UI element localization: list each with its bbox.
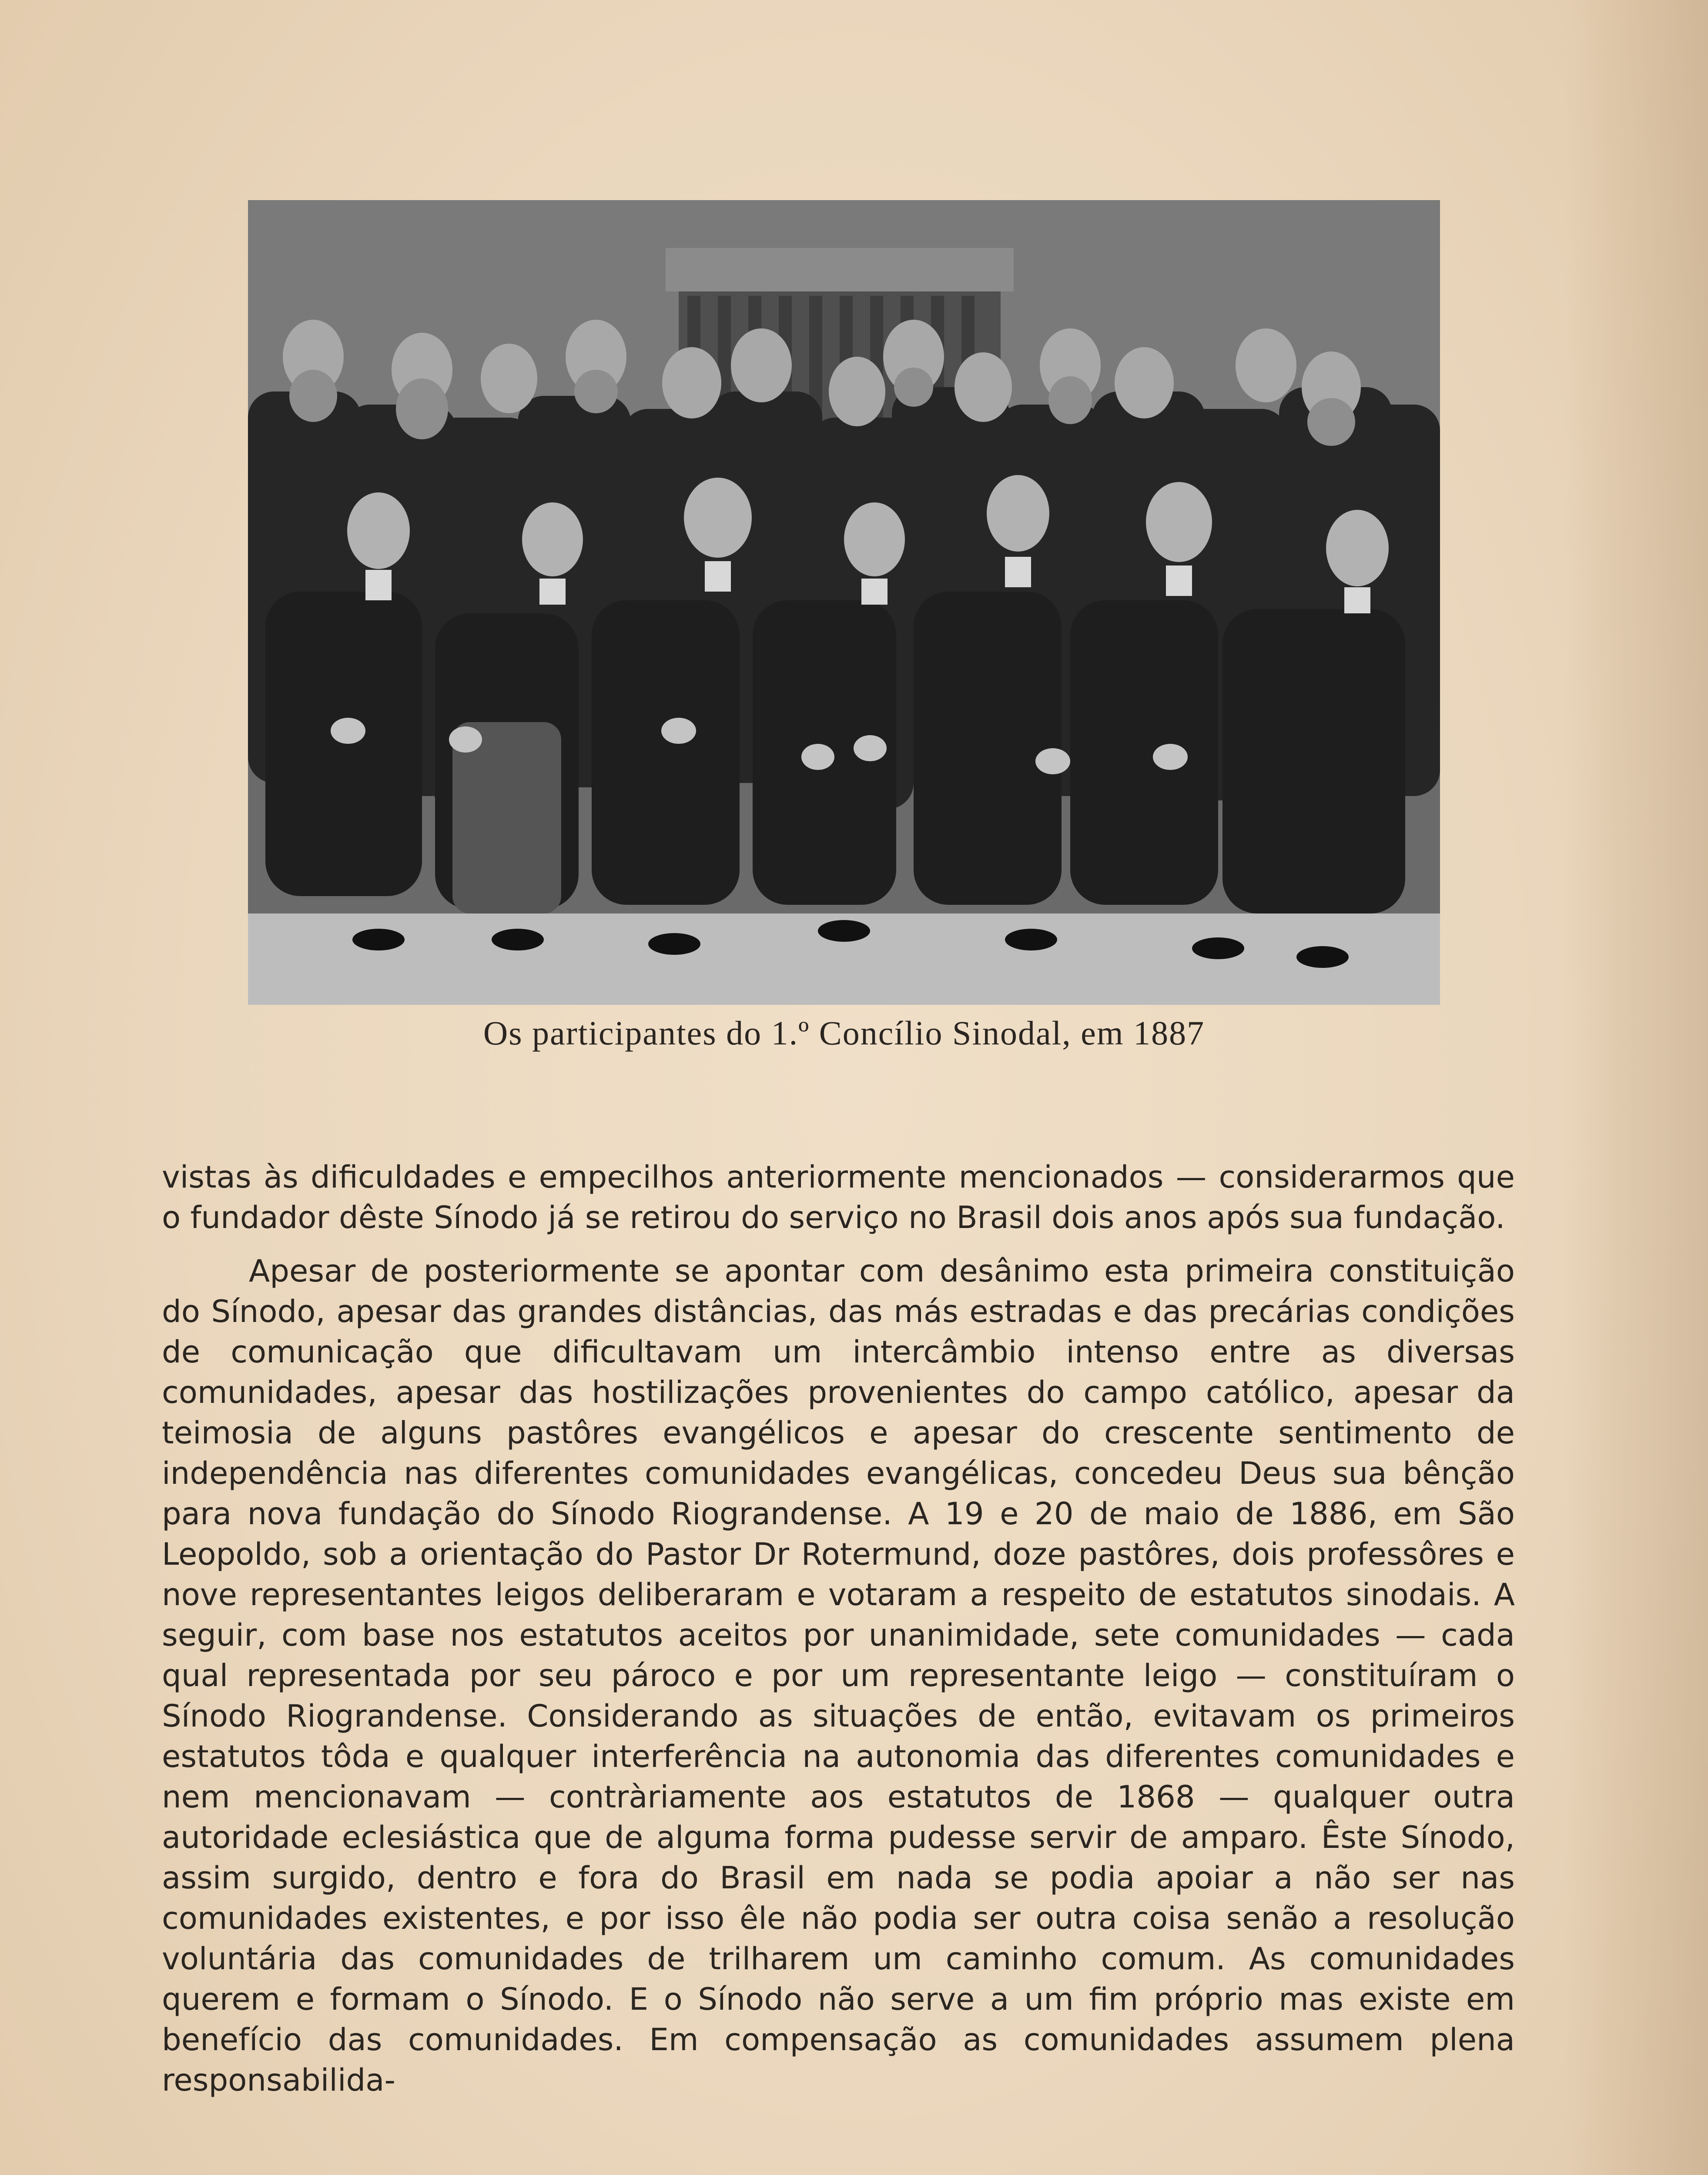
group-portrait-photo-icon bbox=[248, 200, 1440, 1005]
photo-caption: Os participantes do 1.º Concílio Sinodal, em 1887 bbox=[483, 1014, 1205, 1052]
body-text bbox=[162, 1157, 1515, 2101]
group-portrait-photo bbox=[248, 200, 1440, 1005]
paragraph: vistas às dificuldades e empecilhos anteriormente mencionados — considerarmos que o fundador dêste Sínodo já se retirou do serviço no Brasil dois anos após sua fundação. bbox=[162, 1159, 1515, 1235]
paragraph: Apesar de posteriormente se apontar com desânimo esta primeira constituição do Sínodo, apesar das grandes distâncias, das más estradas e das precárias condições de comunicação que dificultavam um intercâmbio intenso entre as diversas comunidades, apesar das hostilizações provenientes do campo católico, apesar da teimosia de alguns pastôres evangélicos e apesar do crescente sentimento de independência nas diferentes comunidades evangélicas, concedeu Deus sua bênção para nova fundação do Sínodo Riograndense. A 19 e 20 de maio de 1886, em São Leopoldo, sob a orientação do Pastor Dr Rotermund, doze pastôres, dois professôres e nove representantes leigos deliberaram e votaram a respeito de estatutos sinodais. A seguir, com base nos estatutos aceitos por unanimidade, sete comunidades — cada qual representada por seu pároco e por um representante leigo — constituíram o Sínodo Riograndense. Considerando as situações de então, evitavam os primeiros estatutos tôda e qualquer interferência na autonomia das diferentes comunidades e nem mencionavam — contràriamente aos estatutos de 1868 — qualquer outra autoridade eclesiástica que de alguma forma pudesse servir de amparo. Êste Sínodo, assim surgido, dentro e fora do Brasil em nada se podia apoiar a não ser nas comunidades existentes, e por isso êle não podia ser outra coisa senão a resolução voluntária das comunidades de trilharem um caminho comum. As comunidades querem e formam o Sínodo. E o Sínodo não serve a um fim próprio mas existe em benefício das comunidades. Em compensação as comunidades assumem plena responsabilida- bbox=[162, 1253, 1515, 2098]
page-edge-shadow bbox=[1564, 0, 1708, 2175]
